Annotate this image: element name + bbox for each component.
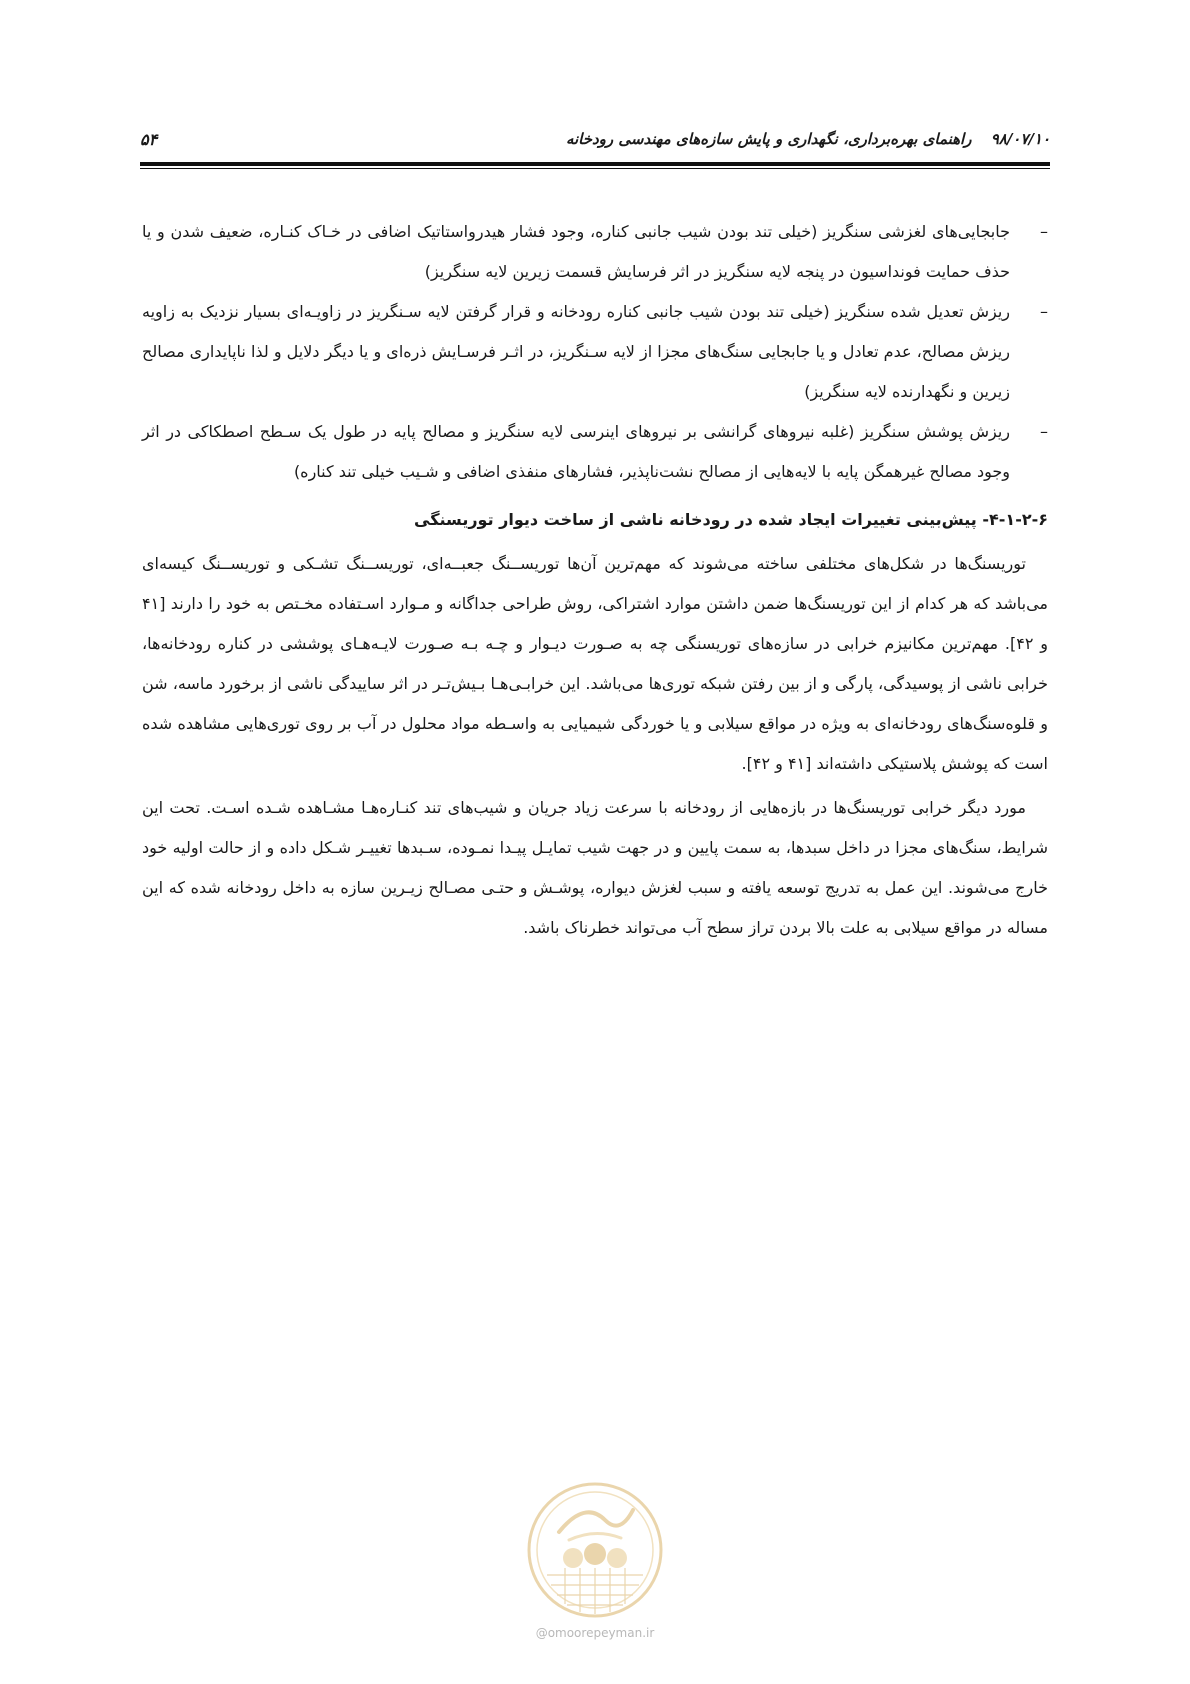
bullet-dash: – (1040, 302, 1048, 321)
header-title-block (566, 130, 1050, 148)
header-date: ۹۸/۰۷/۱۰ (990, 130, 1050, 148)
bullet-dash: – (1040, 222, 1048, 241)
bullet-text: جابجایی‌های لغزشی سنگریز (خیلی تند بودن شیب جانبی کناره، وجود فشار هیدرواستاتیک اضافی در خـاک کنـاره، ضعیف شدن و یا حذف حمایت فونداسیون در پنجه لایه سنگریز در اثر فرسایش قسمت زیرین لایه سنگریز) (142, 222, 1010, 281)
header-rule-thin (140, 168, 1050, 169)
page-header (140, 122, 1050, 162)
header-rule-thick (140, 162, 1050, 166)
bullet-item (142, 292, 1048, 412)
watermark-logo (525, 1480, 665, 1620)
bullet-text: ریزش تعدیل شده سنگریز (خیلی تند بودن شیب جانبی کناره رودخانه و قرار گرفتن لایه سـنگریز در زاویـه‌ای بسیار نزدیک به زاویه ریزش مصالح، عدم تعادل و یا جابجایی سنگ‌های مجزا از لایه سـنگریز، در اثـر فرسـایش ذره‌ای و یا دیگر دلایل و لذا ناپایداری مصالح زیرین و نگهدارنده لایه سنگریز) (142, 302, 1010, 401)
bullet-text: ریزش پوشش سنگریز (غلبه نیروهای گرانشی بر نیروهای اینرسی لایه سنگریز و مصالح پایه در طول یک سـطح اصطکاکی در اثر وجود مصالح غیرهمگن پایه با لایه‌هایی از مصالح نشت‌ناپذیر، فشارهای منفذی اضافی و شـیب خیلی تند کناره) (142, 422, 1010, 481)
watermark-url: @omoorepeyman.ir (535, 1626, 655, 1640)
bullet-item (142, 212, 1048, 292)
paragraph: توریسنگ‌ها در شکل‌های مختلفی ساخته می‌شوند که مهم‌ترین آن‌ها توریســنگ جعبــه‌ای، توریســنگ تشـکی و توریســنگ کیسه‌ای می‌باشد که هر کدام از این توریسنگ‌ها ضمن داشتن موارد اشتراکی، روش طراحی جداگانه و مـوارد اسـتفاده مخـتص به خود را دارند [۴۱ و ۴۲]. مهم‌ترین مکانیزم خرابی در سازه‌های توریسنگی چه به صـورت دیـوار و چـه بـه صـورت لایـه‌هـای پوششی در کناره رودخانه‌ها، خرابی ناشی از پوسیدگی، پارگی و از بین رفتن شبکه توری‌ها می‌باشد. این خرابـی‌هـا بـیش‌تـر در اثر ساییدگی ناشی از برخورد ماسه، شن و قلوه‌سنگ‌های رودخانه‌ای به ویژه در مواقع سیلابی و یا خوردگی شیمیایی به واسـطه مواد محلول در آب بر روی توری‌هایی مشاهده شده است که پوشش پلاستیکی داشته‌اند [۴۱ و ۴۲]. (142, 554, 1049, 773)
page-number: ۵۴ (140, 130, 158, 149)
section-heading: ۴-۱-۲-۶- پیش‌بینی تغییرات ایجاد شده در رودخانه ناشی از ساخت دیوار توریسنگی (414, 510, 1048, 529)
bullet-dash: – (1040, 422, 1048, 441)
paragraph: مورد دیگر خرابی توریسنگ‌ها در بازه‌هایی از رودخانه با سرعت زیاد جریان و شیب‌های تند کنـاره‌هـا مشـاهده شـده اسـت. تحت این شرایط، سنگ‌های مجزا در داخل سبدها، به سمت پایین و در جهت شیب تمایـل پیـدا نمـوده، سـبدها تغییـر شـکل داده و از حالت اولیه خود خارج می‌شوند. این عمل به تدریج توسعه یافته و سبب لغزش دیواره، پوشـش و حتـی مصـالح زیـرین سازه به داخل رودخانه شده که این مساله در مواقع سیلابی به علت بالا بردن تراز سطح آب می‌تواند خطرناک باشد. (142, 798, 1048, 937)
header-title: راهنمای بهره‌برداری، نگهداری و پایش سازه‌های مهندسی رودخانه (565, 130, 972, 148)
body-content (142, 212, 1048, 948)
bullet-list (142, 212, 1048, 492)
bullet-item (142, 412, 1048, 492)
